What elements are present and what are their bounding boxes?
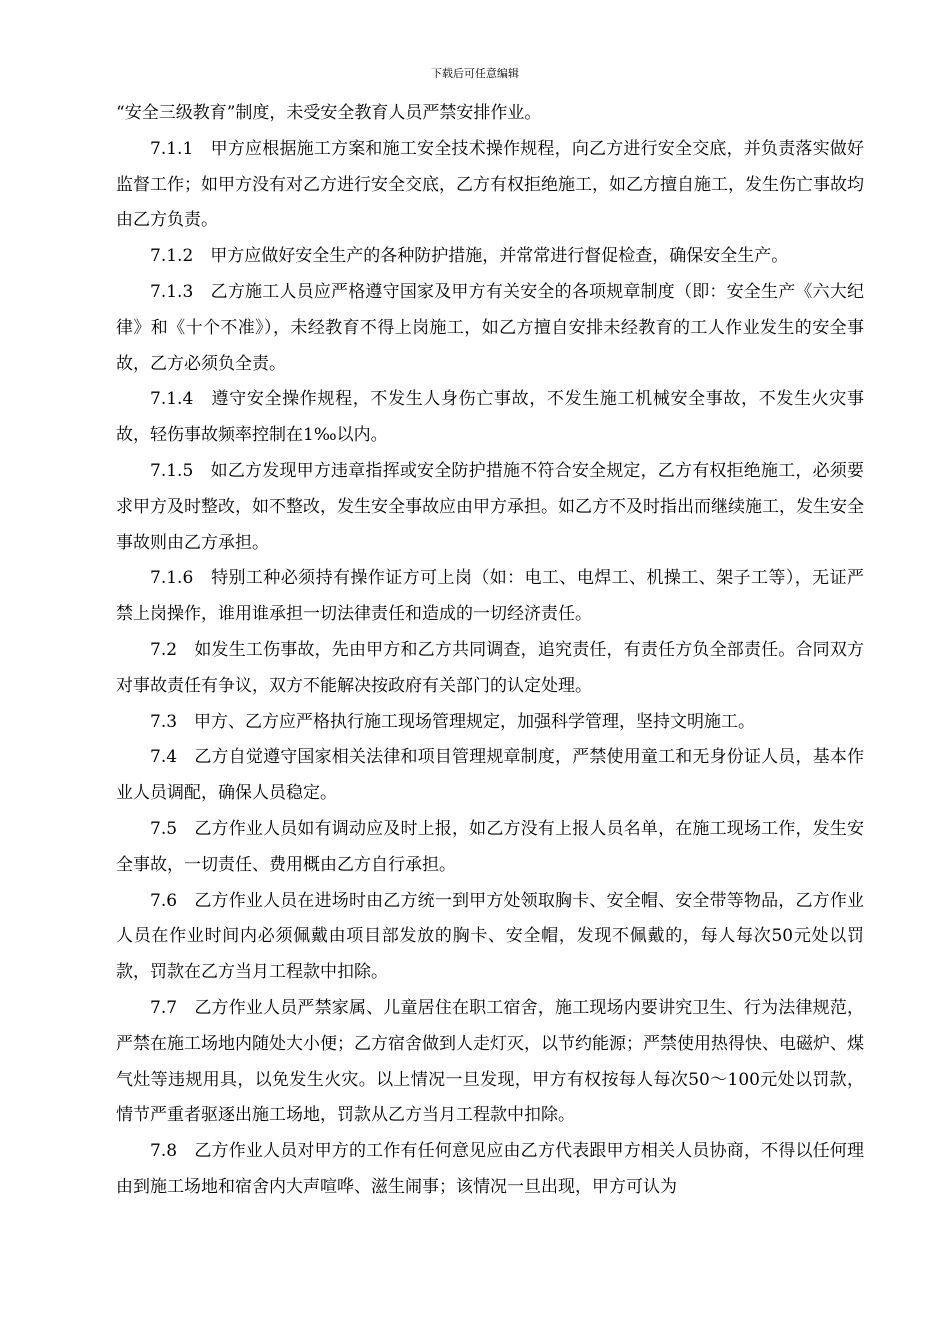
clause-7-1-6: 7.1.6 特别工种必须持有操作证方可上岗（如：电工、电焊工、机操工、架子工等），无证严禁上岗操作，谁用谁承担一切法律责任和造成的一切经济责任。 [116,568,864,625]
clause-7-4: 7.4 乙方自觉遵守国家相关法律和项目管理规章制度，严禁使用童工和无身份证人员，基本作业人员调配，确保人员稳定。 [116,747,864,804]
contract-body [116,96,864,1206]
clause-7-2: 7.2 如发生工伤事故，先由甲方和乙方共同调查，追究责任，有责任方负全部责任。合同双方对事故责任有争议，双方不能解决按政府有关部门的认定处理。 [116,639,864,696]
clause-7-3: 7.3 甲方、乙方应严格执行施工现场管理规定，加强科学管理，坚持文明施工。 [150,711,756,732]
page-header: 下载后可任意编辑 [431,67,519,80]
clause-7-6: 7.6 乙方作业人员在进场时由乙方统一到甲方处领取胸卡、安全帽、安全带等物品，乙方作业人员在作业时间内必须佩戴由项目部发放的胸卡、安全帽，发现不佩戴的，每人每次50元处以罚款，罚款在乙方当月工程款中扣除。 [116,890,864,983]
clause-7-7: 7.7 乙方作业人员严禁家属、儿童居住在职工宿舍，施工现场内要讲究卫生、行为法律规范，严禁在施工场地内随处大小便；乙方宿舍做到人走灯灭，以节约能源；严禁使用热得快、电磁炉、煤气灶等违规用具，以免发生火灾。以上情况一旦发现，甲方有权按每人每次50～100元处以罚款，情节严重者驱逐出施工场地，罚款从乙方当月工程款中扣除。 [116,997,864,1126]
paragraph-continuation: “安全三级教育”制度，未受安全教育人员严禁安排作业。 [116,103,542,123]
clause-7-8: 7.8 乙方作业人员对甲方的工作有任何意见应由乙方代表跟甲方相关人员协商，不得以任何理由到施工场地和宿舍内大声喧哗、滋生闹事；该情况一旦出现，甲方可认为 [116,1141,864,1197]
clause-7-1-1: 7.1.1 甲方应根据施工方案和施工安全技术操作规程，向乙方进行安全交底，并负责落实做好监督工作；如甲方没有对乙方进行安全交底，乙方有权拒绝施工，如乙方擅自施工，发生伤亡事故均由乙方负责。 [116,138,864,231]
clause-7-5: 7.5 乙方作业人员如有调动应及时上报，如乙方没有上报人员名单，在施工现场工作，发生安全事故，一切责任、费用概由乙方自行承担。 [116,818,864,875]
clause-7-1-2: 7.1.2 甲方应做好安全生产的各种防护措施，并常常进行督促检查，确保安全生产。 [150,246,789,267]
clause-7-1-5: 7.1.5 如乙方发现甲方违章指挥或安全防护措施不符合安全规定，乙方有权拒绝施工，必须要求甲方及时整改，如不整改，发生安全事故应由甲方承担。如乙方不及时指出而继续施工，发生安全事故则由乙方承担。 [116,460,864,553]
clause-7-1-4: 7.1.4 遵守安全操作规程，不发生人身伤亡事故，不发生施工机械安全事故，不发生火灾事故，轻伤事故频率控制在1‰以内。 [116,389,864,446]
clause-7-1-3: 7.1.3 乙方施工人员应严格遵守国家及甲方有关安全的各项规章制度（即：安全生产《六大纪律》和《十个不准》），未经教育不得上岗施工，如乙方擅自安排未经教育的工人作业发生的安全事故，乙方必须负全责。 [116,281,864,374]
